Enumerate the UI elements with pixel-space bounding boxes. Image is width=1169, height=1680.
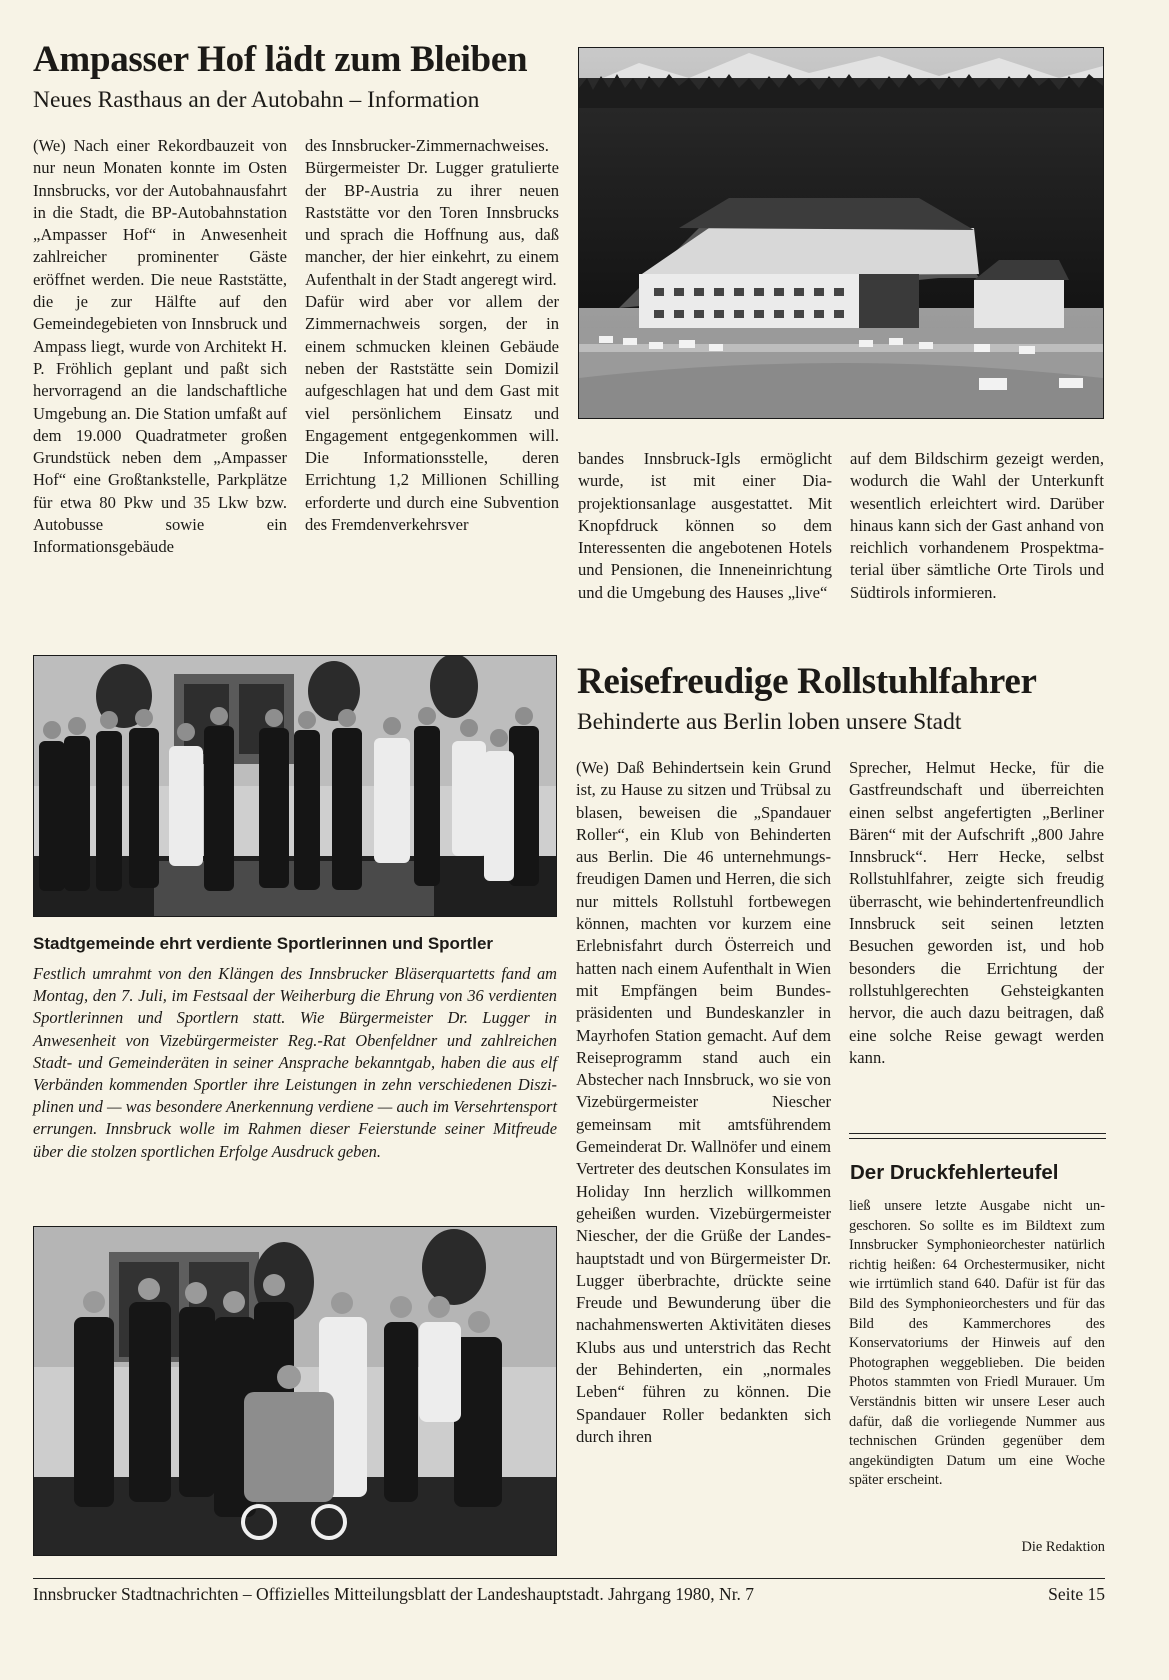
- box-title-druckfehlerteufel: Der Druckfehlerteufel: [850, 1161, 1059, 1184]
- article2-col1-text: (We) Daß Behindertsein kein Grund ist, zu Hause zu sitzen und Trübsal zu blasen, beweisen die „Spandauer Roller“, ein Klub von Behinderten aus Berlin. Die 46 unternehmungsfreudigen Damen und Herren, die sich nur mittels Rollstuhl fortbewegen können, machten vor kurzem eine Erlebnisfahrt durch Österreich und hatten nach einem Aufenthalt in Wien mit Empfängen beim Bundespräsidenten und Bundeskanzler in Mayrhofen Station gemacht. Auf dem Reiseprogramm stand auch ein Abstecher nach Innsbruck, wo sie von Vizebürgermeister Niescher gemeinsam mit amtsführendem Gemeinderat Dr. Wallnöfer und einem Vertreter des deutschen Konsulates im Holiday Inn herzlich willkommen geheißen wurden. Vizebürgermeister Niescher, der die Grüße der Landeshauptstadt und von Bürgermeister Dr. Lugger überbrachte, drückte seine Freude und Bewunderung über die nachahmenswerten Aktivitäten dieses Klubs aus und unterstrich das Recht der Behinderten, ein „normales Leben“ führen zu können. Die Spandauer Roller bedankten sich durch ihren: [576, 758, 831, 1446]
- footer-publication: Innsbrucker Stadtnachrichten – Offizielles Mitteilungsblatt der Landeshauptstadt. Jahrgang 1980, Nr. 7: [33, 1584, 755, 1604]
- subheadline-rollstuhlfahrer: Behinderte aus Berlin loben unsere Stadt: [577, 709, 962, 735]
- photo-rest-stop: [578, 47, 1104, 419]
- subheadline-ampasser-hof: Neues Rasthaus an der Autobahn – Information: [33, 87, 480, 113]
- article1-column-1: [33, 135, 287, 559]
- box-top-rule-2: [849, 1138, 1106, 1139]
- caption-body-sportsmen: Festlich umrahmt von den Klängen des Innsbrucker Bläserquartetts fand am Montag, den 7. Juli, im Festsaal der Weiherburg die Ehrung von 36 verdienten Sportlerinnen und Sportlern statt. Wie Bürgermeister Dr. Lugger in Anwesenheit von Vizebürgermeister Reg.-Rat Obenfeldner und zahlreichen Stadt- und Gemeinderäten in seiner Ansprache bekanntgab, haben die aus elf Verbänden kommenden Sportler ihre Leistungen in zehn verschiedenen Disziplinen und — was besondere Anerkennung verdiene — auch im Versehrtensport errungen. Innsbruck wolle im Rahmen dieser Feierstunde seiner Mitfreude über die stolzen sportlichen Erfolge Ausdruck geben.: [33, 964, 557, 1161]
- caption-title-sportsmen: Stadtgemeinde ehrt verdiente Sportlerinnen und Sportler: [33, 934, 494, 953]
- article1-col3-text: bandes Innsbruck-Igls ermöglicht wurde, ist mit einer Diaprojektionsanlage ausgestattet. Mit Knopfdruck können so dem Interessenten die angebotenen Hotels und Pensionen, die Inneneinrichtung und die Umgebung des Hauses „live“: [578, 449, 832, 602]
- footer-rule: [33, 1578, 1105, 1579]
- article1-col2-p3: Dafür wird aber vor allem der Zimmernachweis sorgen, der in einem schmucken kleinen Gebäude neben der Raststätte sein Domizil aufgeschlagen hat und dem Gast mit viel persönlichem Einsatz und Engagement entgegenkommen will. Die Informationsstelle, deren Errichtung 1,2 Millionen Schilling erforderte und durch eine Subvention des Fremdenverkehrsver: [305, 292, 559, 535]
- article2-col2-text: Sprecher, Helmut Hecke, für die Gastfreundschaft und überreichten einen selbst angefertigten „Berliner Bären“ mit der Aufschrift „800 Jahre Innsbruck“. Herr Hecke, selbst Rollstuhlfahrer, zeigte sich freudig überrascht, wie behindertenfreundlich Innsbruck seit seinen letzten Besuchen geworden ist, und hob besonders die Errichtung der rollstuhlgerechten Gehsteigkanten hervor, die auch dazu beitragen, daß eine solche Reise gewagt werden kann.: [849, 758, 1104, 1067]
- article1-col1-text: (We) Nach einer Rekordbauzeit von nur neun Monaten konnte im Osten Innsbrucks, vor der Autobahnausfahrt in die Stadt, die BP-Autobahnstation „Ampasser Hof“ in Anwesenheit zahlreicher prominenter Gäste eröffnet werden. Die neue Raststätte, die je zur Hälfte auf den Gemeindegebieten von Innsbruck und Ampass liegt, wurde von Architekt H. P. Fröhlich geplant und paßt sich hervorragend an die landschaftliche Umgebung an. Die Station umfaßt auf dem 19.000 Quadratmeter großen Grundstück neben dem „Ampasser Hof“ eine Großtankstelle, Parkplätze für etwa 80 Pkw und 35 Lkw bzw. Autobusse sowie ein Informationsgebäude: [33, 136, 287, 557]
- box-top-rule: [849, 1133, 1106, 1134]
- article2-column-2: [849, 757, 1104, 1069]
- article1-column-2: [305, 135, 559, 536]
- footer-page-number: Seite 15: [1048, 1584, 1105, 1604]
- headline-ampasser-hof: Ampasser Hof lädt zum Bleiben: [33, 39, 528, 80]
- box-signature: Die Redaktion: [1021, 1539, 1105, 1555]
- article1-col2-p2: Bürgermeister Dr. Lugger gratulierte der BP-Austria zu ihrer neuen Raststätte vor den Toren Innsbrucks und sprach die Hoffnung aus, daß mancher, der hier einkehrt, zu einem Aufenthalt in der Stadt angeregt wird.: [305, 158, 559, 289]
- photo-sports-honorees: [33, 655, 557, 917]
- article1-col4-text: auf dem Bildschirm gezeigt werden, wodurch die Wahl der Unterkunft wesentlich erleichtert wird. Darüber hinaus kann sich der Gast anhand von reichlich vorhandenem Prospektmaterial über sämtliche Orte Tirols und Südtirols informieren.: [850, 449, 1104, 602]
- article1-col2-p1: des Innsbrucker-Zimmernachweises.: [305, 136, 549, 155]
- box-body-druckfehlerteufel: ließ unsere letzte Ausgabe nicht ungeschoren. So sollte es im Bildtext zum Innsbrucker Symphonieorchester natürlich richtig heißen: 64 Orchestermusiker, nicht wie irrtümlich stand 640. Dafür ist für das Bild des Symphonieorchesters und für das Bild des Kammerchores des Konservatoriums der Hinweis auf den Photographen weggeblieben. Die beiden Photos stammten von Friedl Murauer. Um Verständnis bitten wir unsere Leser auch dafür, daß die vorliegende Nummer aus technischen Gründen gegenüber dem angekündigten Datum um eine Woche später erscheint.: [849, 1198, 1105, 1489]
- article1-column-3: [578, 448, 832, 604]
- headline-rollstuhlfahrer: Reisefreudige Rollstuhlfahrer: [577, 661, 1037, 702]
- article1-column-4: [850, 448, 1104, 604]
- article2-column-1: [576, 757, 831, 1448]
- photo-wheelchair-group: [33, 1226, 557, 1556]
